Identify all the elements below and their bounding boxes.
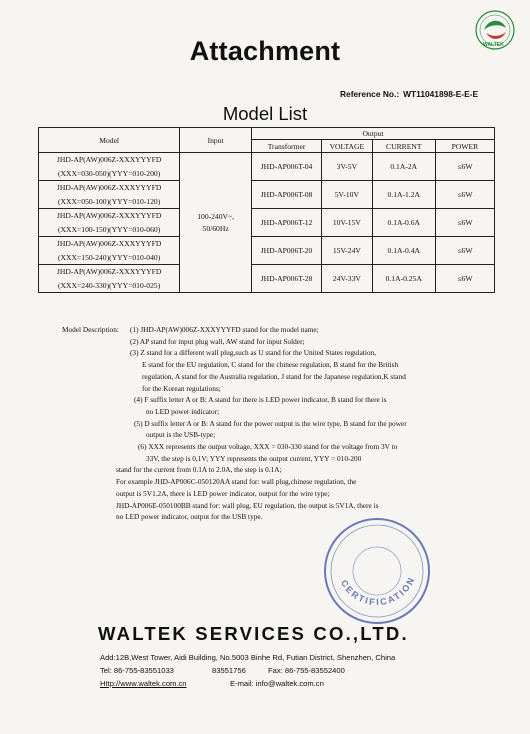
- header-voltage: VOLTAGE: [322, 140, 373, 153]
- model-description: [62, 324, 502, 523]
- header-current: CURRENT: [372, 140, 435, 153]
- description-line: no LED power indicator, output for the USB type.: [116, 512, 263, 522]
- fax-number: Fax: 86-755-83552400: [268, 666, 345, 675]
- table-row: [39, 209, 495, 237]
- certification-stamp: [318, 512, 436, 630]
- reference-label: Reference No.:: [340, 89, 400, 99]
- table-row: [39, 265, 495, 293]
- current-cell: 0.1A-2A: [372, 153, 435, 181]
- phone-number: Tel: 86-755-83551033: [100, 666, 174, 675]
- voltage-cell: 10V-15V: [322, 209, 373, 237]
- model-cell: JHD-AP(AW)006Z-XXXYYYFD (XXX=030-050)(YYY=010-200): [39, 153, 180, 181]
- current-cell: 0.1A-0.25A: [372, 265, 435, 293]
- power-cell: ≤6W: [435, 265, 494, 293]
- model-list-table: [38, 127, 495, 293]
- svg-text:CERTIFICATION: CERTIFICATION: [338, 574, 417, 608]
- description-line: output is the USB-type;: [146, 430, 216, 440]
- company-name: WALTEK SERVICES CO.,LTD.: [98, 623, 409, 644]
- website-link[interactable]: Http://www.waltek.com.cn: [100, 679, 187, 688]
- description-label: Model Description:: [62, 325, 119, 334]
- voltage-cell: 3V-5V: [322, 153, 373, 181]
- description-line: 33V, the step is 0,1V; YYY represents the output current, YYY = 010-200: [146, 453, 362, 463]
- power-cell: ≤6W: [435, 209, 494, 237]
- model-cell: JHD-AP(AW)006Z-XXXYYYFD (XXX=100-150)(YYY=010-060): [39, 209, 180, 237]
- power-cell: ≤6W: [435, 237, 494, 265]
- description-line: no LED power indicator;: [146, 406, 220, 416]
- description-line: (6) XXX represents the output voltage, XXX = 030-330 stand for the voltage from 3V to: [138, 442, 398, 452]
- model-cell: JHD-AP(AW)006Z-XXXYYYFD (XXX=240-330)(YYY=010-025): [39, 265, 180, 293]
- company-contact: [100, 651, 395, 690]
- table-row: [39, 153, 495, 181]
- phone-number-2: 83551756: [212, 666, 246, 675]
- table-row: [39, 181, 495, 209]
- header-model: Model: [39, 128, 180, 153]
- header-power: POWER: [435, 140, 494, 153]
- description-line: regulation, A stand for the Australia regulation, J stand for the Japanese regulation,K stand: [142, 371, 406, 381]
- voltage-cell: 5V-10V: [322, 181, 373, 209]
- description-line: (2) AP stand for input plug wall, AW stand for input Solder;: [130, 336, 305, 346]
- transformer-cell: JHD-AP006T-08: [251, 181, 321, 209]
- document-title: Attachment: [189, 36, 341, 66]
- description-line: For example JHD-AP006C-050120AA stand for: wall plug,chinese regulation, the: [116, 477, 357, 487]
- description-line: JHD-AP006E-050100BB stand for: wall plug, EU regulation, the output is 5V1A, there is: [116, 500, 379, 510]
- transformer-cell: JHD-AP006T-12: [251, 209, 321, 237]
- voltage-cell: 24V-33V: [322, 265, 373, 293]
- power-cell: ≤6W: [435, 153, 494, 181]
- description-line: for the Korean regulations;: [142, 383, 221, 393]
- description-line: E stand for the EU regulation, C stand for the chinese regulation, B stand for the British: [142, 360, 399, 370]
- description-line: stand for the current from 0.1A to 2.0A, the step is 0.1A;: [116, 465, 282, 475]
- company-address: Add:12B,West Tower, Aidi Building, No.5003 Binhe Rd, Futian District, Shenzhen, China: [100, 653, 396, 662]
- email-address: E-mail: info@waltek.com.cn: [230, 679, 324, 688]
- reference-value: WT11041898-E-E-E: [403, 89, 479, 99]
- description-line: (5) D suffix letter A or B: A stand for the power output is the wire type, B stand for the power: [134, 418, 407, 428]
- current-cell: 0.1A-0.4A: [372, 237, 435, 265]
- current-cell: 0.1A-0.6A: [372, 209, 435, 237]
- current-cell: 0.1A-1.2A: [372, 181, 435, 209]
- model-cell: JHD-AP(AW)006Z-XXXYYYFD (XXX=150-240)(YYY=010-040): [39, 237, 180, 265]
- header-output: Output: [251, 128, 494, 140]
- reference-number: [340, 89, 478, 99]
- svg-text:WALTEK: WALTEK: [483, 42, 504, 48]
- description-line: (4) F suffix letter A or B: A stand for there is LED power indicator, B stand for there is: [134, 395, 387, 405]
- transformer-cell: JHD-AP006T-28: [251, 265, 321, 293]
- description-line: (1) JHD-AP(AW)006Z-XXXYYYFD stand for the model name;: [130, 325, 319, 334]
- model-cell: JHD-AP(AW)006Z-XXXYYYFD (XXX=050-100)(YYY=010-120): [39, 181, 180, 209]
- header-input: Input: [180, 128, 252, 153]
- description-line: (3) Z stand for a different wall plug,such as U stand for the United States regulation,: [130, 348, 377, 358]
- table-row: [39, 237, 495, 265]
- model-list-heading: Model List: [222, 103, 308, 124]
- header-transformer: Transformer: [251, 140, 321, 153]
- power-cell: ≤6W: [435, 181, 494, 209]
- input-cell: 100-240V~, 50/60Hz: [180, 153, 252, 293]
- transformer-cell: JHD-AP006T-04: [251, 153, 321, 181]
- voltage-cell: 15V-24V: [322, 237, 373, 265]
- transformer-cell: JHD-AP006T-20: [251, 237, 321, 265]
- description-line: output is 5V1.2A, there is LED power indicator, output for the wire type;: [116, 488, 330, 498]
